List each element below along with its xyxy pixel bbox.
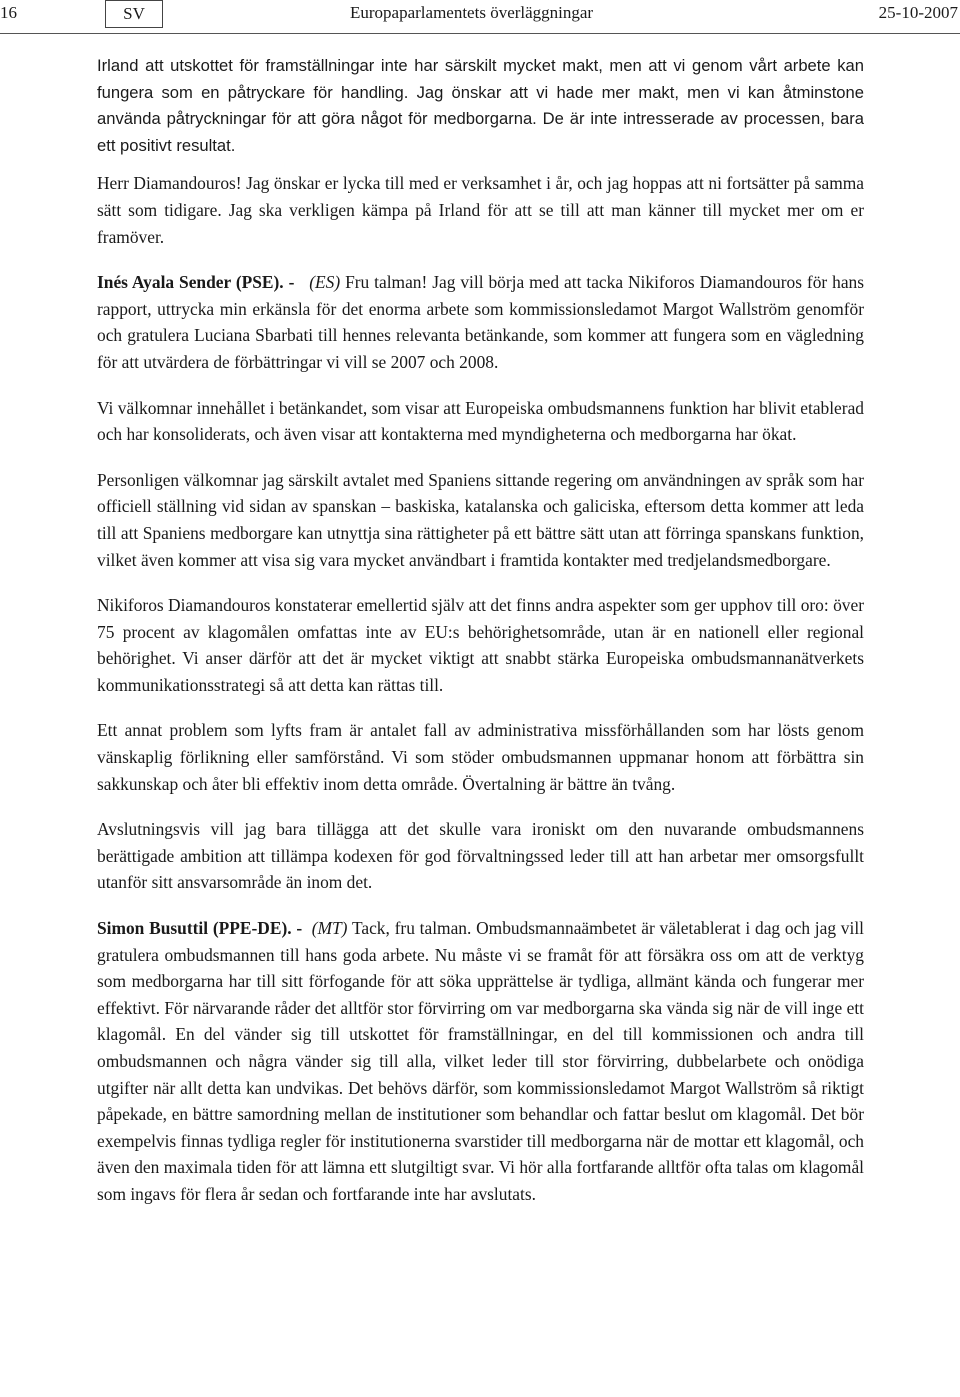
speech-language-code: (ES) <box>309 272 341 293</box>
paragraph <box>97 53 864 159</box>
speaker-name: Simon Busuttil (PPE-DE). - <box>97 918 303 939</box>
publication-date: 25-10-2007 <box>878 3 958 22</box>
header-divider <box>0 33 960 34</box>
paragraph-text: Fru talman! Jag vill börja med att tacka Nikiforos Diamandouros för hans rapport, uttrycka min erkänsla för det enorma arbete som kommissionsledamot Margot Wallström genomför och gratulera Luciana Sbarbati till hennes relevanta betänkande, som kommer att fungera som en vägledning för att utvärdera de förbättringar vi vill se 2007 och 2008. <box>97 272 865 372</box>
speech-paragraph <box>97 915 864 1208</box>
paragraph <box>97 816 864 896</box>
page-number: 16 <box>0 3 17 22</box>
paragraph <box>97 170 864 250</box>
document-body <box>97 53 864 1227</box>
paragraph-text: Nikiforos Diamandouros konstaterar emellertid själv att det finns andra aspekter som ger upphov till oro: över 75 procent av klagomålen omfattas inte av EU:s behörighetsområde, utan är en nationell eller regional behörighet. Vi anser därför att det är mycket viktigt att snabbt stärka Europeiska ombudsmannanätverkets kommunikationsstrategi så att detta kan rättas till. <box>97 595 864 695</box>
page-header <box>0 0 960 34</box>
paragraph-text: Herr Diamandouros! Jag önskar er lycka till med er verksamhet i år, och jag hoppas att ni fortsätter på samma sätt som tidigare. Jag ska verkligen kämpa på Irland för att se till att man känner till mycket mer om er framöver. <box>97 173 864 247</box>
language-badge: SV <box>105 0 163 28</box>
paragraph <box>97 467 864 573</box>
speaker-name: Inés Ayala Sender (PSE). - <box>97 272 295 293</box>
paragraph <box>97 395 864 448</box>
paragraph-text: Tack, fru talman. Ombudsmannaämbetet är väletablerat i dag och jag vill gratulera ombudsmannen till hans goda arbete. Nu måste vi se framåt för att försäkra oss om att de verktyg som medborgarna har till sitt förfogande för att söka upprättelse är tydliga, allmänt kända och fungerar mer effektivt. För närvarande råder det alltför stor förvirring om var medborgarna ska vända sig när de vill inge ett klagomål. En del vänder sig till utskottet för framställningar, en del till kommissionen och andra till ombudsmannen och några vänder sig till alla, vilket leder till stor förvirring, dubbelarbete och onödiga utgifter när allt detta kan undvikas. Det behövs därför, som kommissionsledamot Margot Wallström så riktigt påpekade, en bättre samordning mellan de institutioner som behandlar och fattar beslut om klagomål. Det bör exempelvis finnas tydliga regler för institutionerna svarstider till medborgarna när de mottar ett klagomål, och även den maximala tiden för att lämna ett slutgiltigt svar. Vi hör alla fortfarande alltför ofta talas om klagomål som ingavs för flera år sedan och fortfarande inte har avslutats. <box>97 918 864 1204</box>
paragraph-text: Avslutningsvis vill jag bara tillägga att det skulle vara ironiskt om den nuvarande ombudsmannens berättigade ambition att tillämpa kodexen för god förvaltningssed leder till att han arbetar mer omsorgsfullt utanför sitt ansvarsområde än inom det. <box>97 819 864 893</box>
paragraph-text: Irland att utskottet för framställningar inte har särskilt mycket makt, men att vi genom vårt arbete kan fungera som en påtryckare för handling. Jag önskar att vi hade mer makt, men vi kan åtminstone använda påtryckningar för att göra något för medborgarna. De är inte intresserade av processen, bara ett positivt resultat. <box>97 56 864 155</box>
paragraph-text: Ett annat problem som lyfts fram är antalet fall av administrativa missförhållanden som har lösts genom vänskaplig förlikning eller samförstånd. Vi som stöder ombudsmannen uppmanar honom att förbättra sin sakkunskap och åter bli effektiv inom detta område. Övertalning är bättre än tvång. <box>97 720 864 794</box>
paragraph-text: Personligen välkomnar jag särskilt avtalet med Spaniens sittande regering om användningen av språk som har officiell ställning vid sidan av spanskan – baskiska, katalanska och galiciska, eftersom detta kommer att leda till att Spaniens medborgare kan utnyttja sina rättigheter på ett bättre sätt utan att förringa spanskans funktion, vilket även kommer att visa sig vara mycket användbart i framtida kontakter med tredjelandsmedborgare. <box>97 469 864 570</box>
paragraph-text: Vi välkomnar innehållet i betänkandet, som visar att Europeiska ombudsmannens funktion har blivit etablerad och har konsoliderats, och även visar att kontakterna med myndigheterna och medborgarna har ökat. <box>97 397 864 445</box>
publication-title: Europaparlamentets överläggningar <box>350 3 594 22</box>
paragraph <box>97 592 864 698</box>
paragraph <box>97 717 864 797</box>
speech-paragraph <box>97 269 864 375</box>
speech-language-code: (MT) <box>311 918 348 939</box>
